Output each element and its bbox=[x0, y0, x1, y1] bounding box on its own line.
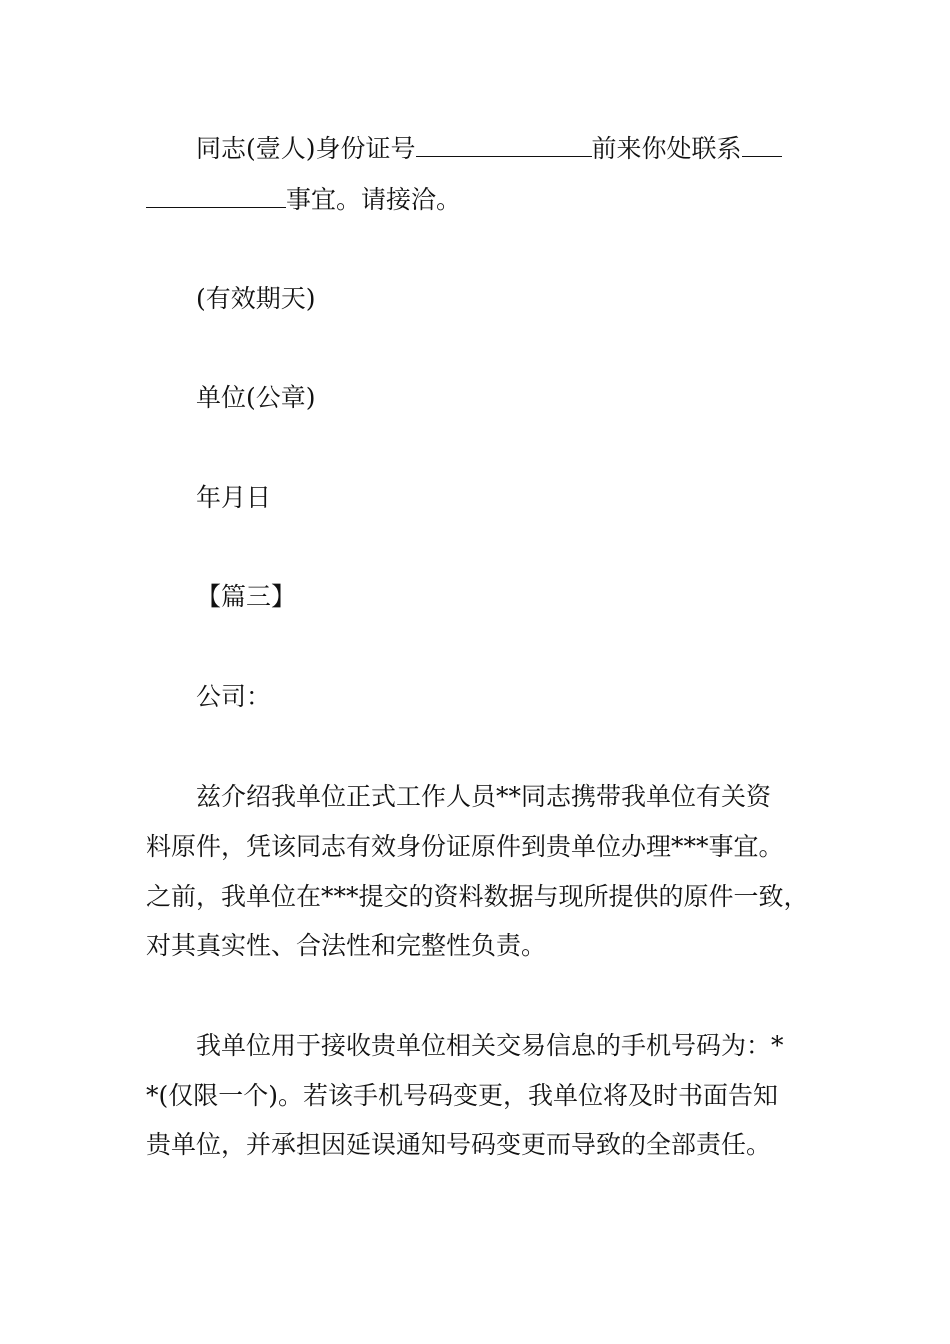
para2-line-1: 我单位用于接收贵单位相关交易信息的手机号码为：* bbox=[196, 1031, 784, 1060]
intro-text-a: 同志(壹人)身份证号 bbox=[196, 134, 416, 163]
matter-blank-start bbox=[742, 128, 782, 157]
section-heading: 【篇三】 bbox=[196, 582, 297, 611]
para2-line-2: *(仅限一个)。若该手机号码变更，我单位将及时书面告知 bbox=[146, 1081, 779, 1110]
id-number-blank bbox=[416, 128, 592, 157]
para1-line-3: 之前，我单位在***提交的资料数据与现所提供的原件一致， bbox=[146, 882, 809, 911]
intro-text-b: 前来你处联系 bbox=[591, 134, 742, 163]
salutation: 公司： bbox=[196, 682, 272, 711]
intro-line-1 bbox=[196, 124, 826, 174]
para1-line-1: 兹介绍我单位正式工作人员**同志携带我单位有关资 bbox=[196, 782, 772, 811]
para1-line-2: 料原件，凭该同志有效身份证原件到贵单位办理***事宜。 bbox=[146, 832, 784, 861]
unit-seal-line: 单位(公章) bbox=[196, 383, 316, 412]
para2-line-3: 贵单位，并承担因延误通知号码变更而导致的全部责任。 bbox=[146, 1130, 772, 1159]
matter-blank-end bbox=[146, 179, 286, 208]
intro-line-2-text: 事宜。请接洽。 bbox=[286, 185, 462, 214]
intro-line-2 bbox=[146, 175, 826, 225]
date-line: 年月日 bbox=[196, 483, 272, 512]
para1-line-4: 对其真实性、合法性和完整性负责。 bbox=[146, 931, 547, 960]
validity-line: (有效期天) bbox=[196, 284, 316, 313]
